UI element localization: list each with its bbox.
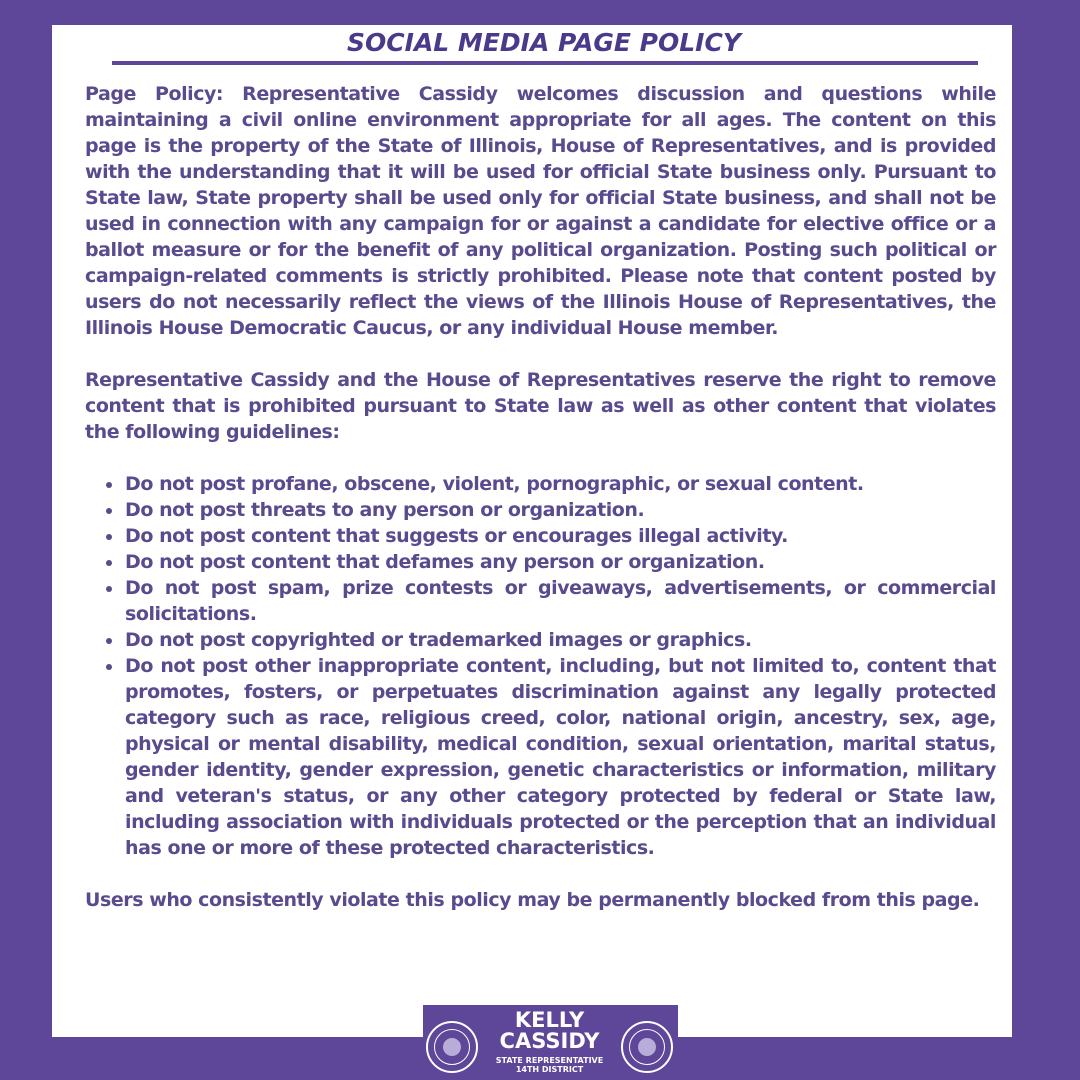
paragraph-spacer: [85, 341, 996, 367]
state-seal-icon: [621, 1021, 673, 1073]
guidelines-list: [85, 471, 996, 861]
guideline-item: [125, 627, 996, 653]
reserve-paragraph: Representative Cassidy and the House of Representatives reserve the right to remove content that is prohibited pursuant to State law as well as other content that violates the following guidelines:: [85, 369, 996, 443]
guideline-item: [125, 575, 996, 627]
title-underline: [112, 61, 978, 65]
bullet-dot-icon: [106, 664, 112, 670]
guideline-item: [125, 471, 996, 497]
guideline-text: Do not post threats to any person or organization.: [125, 499, 645, 521]
guideline-item: [125, 497, 996, 523]
guideline-item: [125, 523, 996, 549]
logo-last-name: CASSIDY: [499, 1029, 600, 1053]
page-title: SOCIAL MEDIA PAGE POLICY: [347, 28, 741, 57]
guideline-item: [125, 653, 996, 861]
paragraph-spacer: [85, 445, 996, 471]
bullet-dot-icon: [106, 482, 112, 488]
bullet-dot-icon: [106, 560, 112, 566]
closing-paragraph: Users who consistently violate this policy may be permanently blocked from this page.: [85, 889, 980, 911]
guideline-text: Do not post content that defames any person or organization.: [125, 551, 765, 573]
state-seal-icon: [426, 1021, 478, 1073]
seal-core: [638, 1038, 656, 1056]
bullet-dot-icon: [106, 638, 112, 644]
logo-first-name: KELLY: [514, 1008, 585, 1032]
logo-district: 14TH DISTRICT: [515, 1065, 584, 1074]
policy-paragraph: Page Policy: Representative Cassidy welcomes discussion and questions while maintaining a civil online environment appropriate for all ages. The content on this page is the property of the State of Illinois, House of Representatives, and is provided with the understanding that it will be used for official State business only. Pursuant to State law, State property shall be used only for official State business, and shall not be used in connection with any campaign for or against a candidate for elective office or a ballot measure or for the benefit of any political organization. Posting such political or campaign-related comments is strictly prohibited. Please note that content posted by users do not necessarily reflect the views of the Illinois House of Representatives, the Illinois House Democratic Caucus, or any individual House member.: [85, 83, 996, 339]
guideline-text: Do not post other inappropriate content, including, but not limited to, content that promotes, fosters, or perpetuates discrimination against any legally protected category such as race, religious creed, color, national origin, ancestry, sex, age, physical or mental disability, medical condition, sexual orientation, marital status, gender identity, gender expression, genetic characteristics or information, military and veteran's status, or any other category protected by federal or State law, including association with individuals protected or the perception that an individual has one or more of these protected characteristics.: [125, 655, 996, 859]
bullet-dot-icon: [106, 586, 112, 592]
guideline-item: [125, 549, 996, 575]
bullet-dot-icon: [106, 534, 112, 540]
logo-role: STATE REPRESENTATIVE: [495, 1056, 604, 1065]
guideline-text: Do not post profane, obscene, violent, pornographic, or sexual content.: [125, 473, 864, 495]
bullet-dot-icon: [106, 508, 112, 514]
guideline-text: Do not post copyrighted or trademarked images or graphics.: [125, 629, 752, 651]
guideline-text: Do not post content that suggests or encourages illegal activity.: [125, 525, 788, 547]
kelly-cassidy-logo: [423, 1005, 678, 1080]
guideline-text: Do not post spam, prize contests or giveaways, advertisements, or commercial solicitations.: [125, 577, 996, 625]
policy-body: [85, 81, 996, 913]
paragraph-spacer: [85, 861, 996, 887]
seal-core: [443, 1038, 461, 1056]
